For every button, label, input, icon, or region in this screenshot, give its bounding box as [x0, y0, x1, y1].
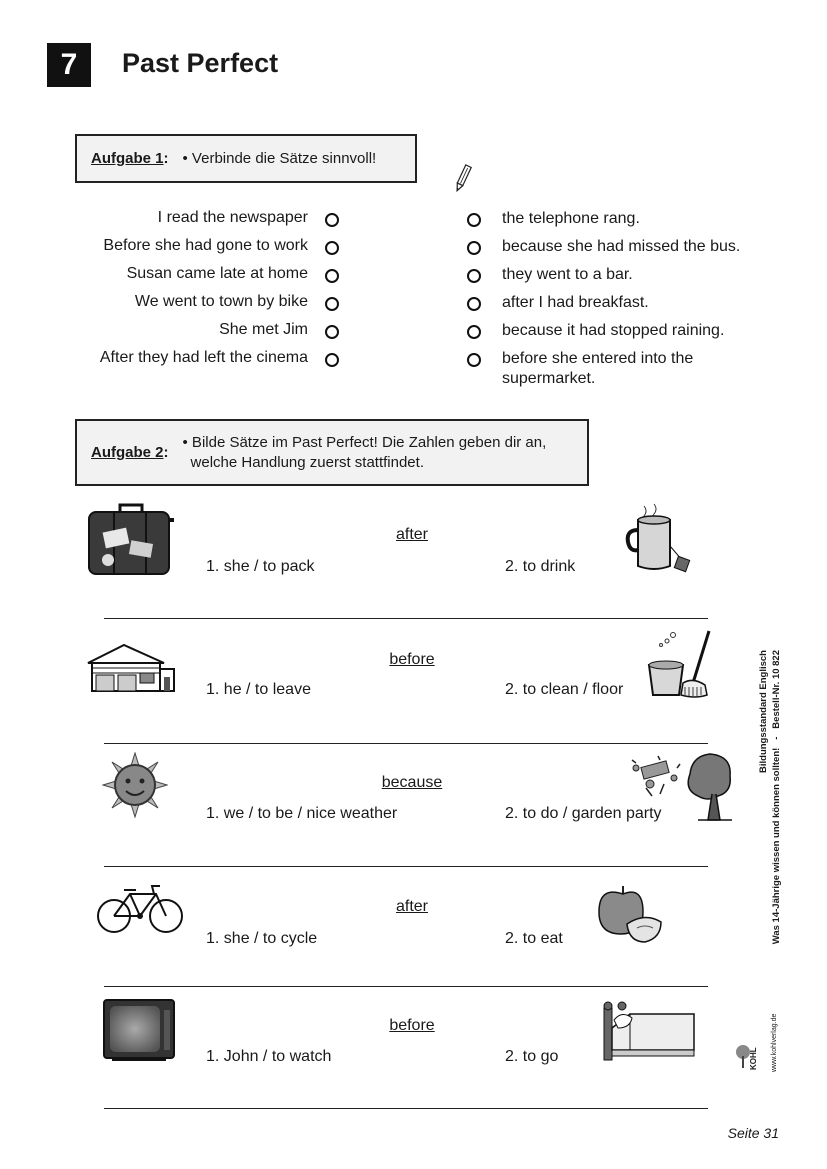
exercise-item [0, 994, 827, 1114]
conjunction: after [395, 526, 429, 543]
match-row [0, 237, 827, 265]
match-right-circle[interactable] [467, 213, 481, 227]
match-row [0, 209, 827, 237]
conjunction: after [395, 898, 429, 915]
phrase-1: 1. we / to be / nice weather [206, 805, 398, 822]
phrase-2: 2. to go [505, 1048, 559, 1065]
task1-box [75, 134, 417, 183]
book-subtitle: Was 14-Jährige wissen und können sollten! [771, 747, 782, 945]
match-right-text: because it had stopped raining. [502, 322, 725, 339]
match-right-text: after I had breakfast. [502, 294, 649, 311]
match-right-circle[interactable] [467, 353, 481, 367]
phrase-1: 1. she / to cycle [206, 930, 318, 947]
house-icon [86, 641, 176, 693]
match-left-text: I read the newspaper [157, 209, 308, 226]
sun-icon [102, 752, 168, 818]
match-right-circle[interactable] [467, 297, 481, 311]
apple-icon [597, 882, 663, 944]
match-left-text: We went to town by bike [134, 293, 308, 310]
match-row [0, 265, 827, 293]
page-title: Past Perfect [122, 48, 279, 78]
conjunction: before [389, 651, 435, 668]
conjunction: before [389, 1017, 435, 1034]
phrase-2: 2. to clean / floor [505, 681, 624, 698]
task2-instruction: • Bilde Sätze im Past Perfect! Die Zahlen geben dir an, welche Handlung zuerst stattfindet. [182, 433, 547, 471]
match-left-text: After they had left the cinema [99, 349, 308, 366]
exercise-item [0, 750, 827, 875]
match-right-text: they went to a bar. [502, 266, 633, 283]
match-row [0, 349, 827, 393]
chapter-number: 7 [47, 43, 91, 87]
exercise-item [0, 625, 827, 750]
bed-icon [600, 1000, 698, 1062]
answer-line[interactable] [104, 1108, 708, 1109]
phrase-1: 1. he / to leave [206, 681, 311, 698]
match-left-text: Before she had gone to work [103, 237, 308, 254]
match-left-circle[interactable] [325, 353, 339, 367]
task1-label: Aufgabe 1 [91, 149, 164, 167]
match-row [0, 321, 827, 349]
conjunction: because [381, 774, 443, 791]
match-left-circle[interactable] [325, 241, 339, 255]
pencil-icon [452, 163, 474, 193]
match-left-circle[interactable] [325, 269, 339, 283]
match-right-text: before she entered into the supermarket. [502, 350, 694, 387]
match-left-circle[interactable] [325, 297, 339, 311]
garden-party-icon [628, 750, 740, 824]
page-number: Seite 31 [727, 1125, 779, 1141]
match-row [0, 293, 827, 321]
match-left-text: Susan came late at home [126, 265, 308, 282]
phrase-2: 2. to do / garden party [505, 805, 662, 822]
publisher-logo [735, 1000, 785, 1072]
publisher-url: www.kohlverlag.de [771, 1013, 778, 1072]
match-right-circle[interactable] [467, 325, 481, 339]
phrase-2: 2. to drink [505, 558, 576, 575]
match-left-text: She met Jim [219, 321, 308, 338]
exercise-item [0, 500, 827, 625]
match-right-text: because she had missed the bus. [502, 238, 741, 255]
separator: - [771, 736, 782, 740]
phrase-1: 1. she / to pack [206, 558, 315, 575]
task1-colon: : [163, 149, 169, 167]
task1-instruction: • Verbinde die Sätze sinnvoll! [182, 149, 377, 167]
match-left-circle[interactable] [325, 213, 339, 227]
bucket-mop-icon [645, 629, 715, 701]
bicycle-icon [96, 880, 184, 936]
task2-label: Aufgabe 2 [91, 443, 164, 461]
exercise-item [0, 872, 827, 994]
mug-icon [624, 502, 696, 580]
answer-line[interactable] [104, 618, 708, 619]
publisher-name: KOHL [749, 1047, 758, 1070]
match-right-text: the telephone rang. [502, 210, 640, 227]
phrase-2: 2. to eat [505, 930, 563, 947]
task2-box [75, 419, 589, 486]
match-right-circle[interactable] [467, 269, 481, 283]
sidebar-publisher-text [757, 650, 787, 995]
suitcase-icon [86, 502, 176, 576]
order-number: Bestell-Nr. 10 822 [771, 650, 782, 729]
book-title: Bildungsstandard Englisch [758, 650, 769, 773]
task2-colon: : [163, 443, 169, 461]
answer-line[interactable] [104, 743, 708, 744]
answer-line[interactable] [104, 866, 708, 867]
phrase-1: 1. John / to watch [206, 1048, 332, 1065]
match-right-circle[interactable] [467, 241, 481, 255]
match-left-circle[interactable] [325, 325, 339, 339]
answer-line[interactable] [104, 986, 708, 987]
television-icon [102, 996, 176, 1062]
